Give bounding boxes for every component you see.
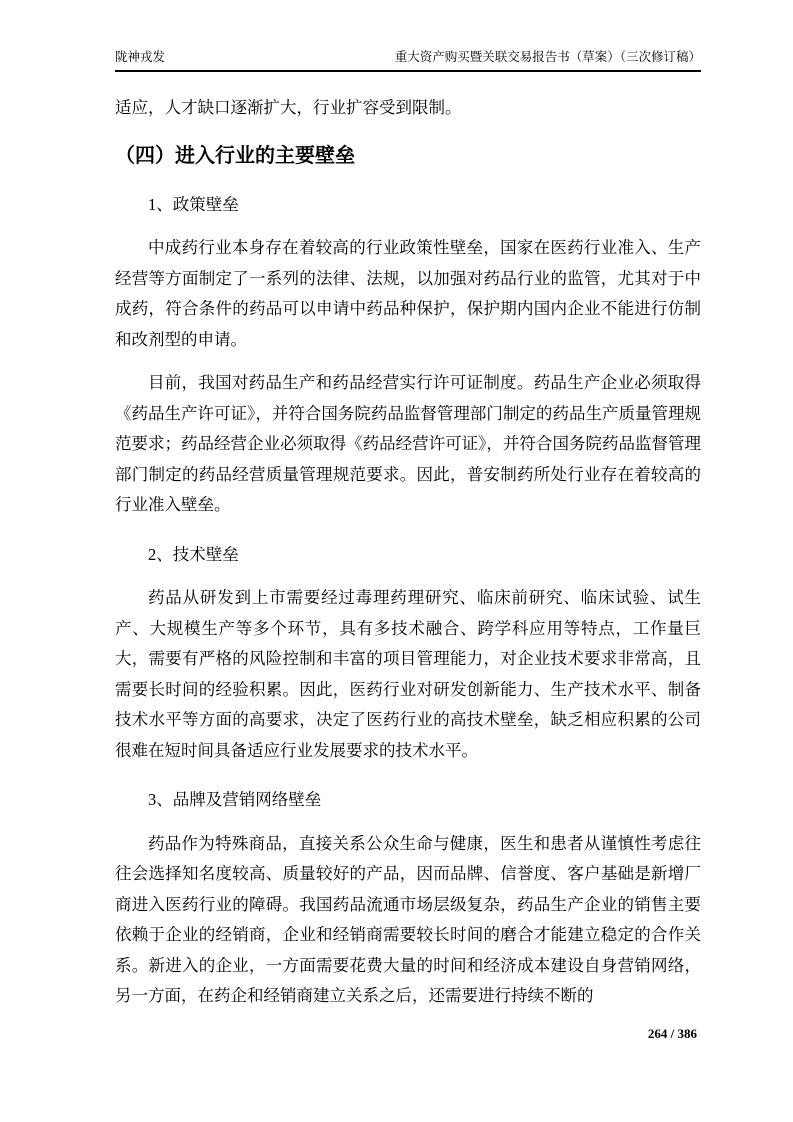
header-left-text: 陇神戎发 bbox=[115, 50, 166, 64]
sub-heading: 3、品牌及营销网络壁垒 bbox=[148, 790, 322, 809]
page-header bbox=[115, 48, 701, 72]
section-heading: （四）进入行业的主要壁垒 bbox=[115, 144, 355, 167]
sub-heading: 2、技术壁垒 bbox=[148, 544, 239, 564]
page-footer bbox=[648, 1026, 697, 1042]
header-right-text: 重大资产购买暨关联交易报告书（草案）（三次修订稿） bbox=[394, 50, 701, 64]
page-number: 264 / 386 bbox=[647, 1026, 697, 1041]
paragraph: 药品从研发到上市需要经过毒理药理研究、临床前研究、临床试验、试生产、大规模生产等多个环节，具有多技术融合、跨学科应用等特点，工作量巨大，需要有严格的风险控制和丰富的项目管理能力，对企业技术要求非常高，且需要长时间的经验积累。因此，医药行业对研发创新能力、生产技术水平、制备技术水平等方面的高要求，决定了医药行业的高技术壁垒，缺乏相应积累的公司很难在短时间具备适应行业发展要求的技术水平。 bbox=[115, 588, 701, 760]
document-body bbox=[115, 93, 701, 1012]
paragraph-continuation: 适应，人才缺口逐渐扩大，行业扩容受到限制。 bbox=[115, 98, 462, 117]
paragraph: 药品作为特殊商品，直接关系公众生命与健康，医生和患者从谨慎性考虑往往会选择知名度较高、质量较好的产品，因而品牌、信誉度、客户基础是新增厂商进入医药行业的障碍。我国药品流通市场层级复杂，药品生产企业的销售主要依赖于企业的经销商，企业和经销商需要较长时间的磨合才能建立稳定的合作关系。新进入的企业，一方面需要花费大量的时间和经济成本建设自身营销网络，另一方面，在药企和经销商建立关系之后，还需要进行持续不断的 bbox=[115, 833, 701, 1005]
sub-heading: 1、政策壁垒 bbox=[148, 194, 239, 214]
paragraph: 目前，我国对药品生产和药品经营实行许可证制度。药品生产企业必须取得《药品生产许可证》，并符合国务院药品监督管理部门制定的药品生产质量管理规范要求；药品经营企业必须取得《药品经营许可证》，并符合国务院药品监督管理部门制定的药品经营质量管理规范要求。因此，普安制药所处行业存在着较高的行业准入壁垒。 bbox=[115, 373, 701, 514]
paragraph: 中成药行业本身存在着较高的行业政策性壁垒，国家在医药行业准入、生产经营等方面制定了一系列的法律、法规，以加强对药品行业的监管，尤其对于中成药，符合条件的药品可以申请中药品种保护，保护期内国内企业不能进行仿制和改剂型的申请。 bbox=[115, 238, 701, 349]
